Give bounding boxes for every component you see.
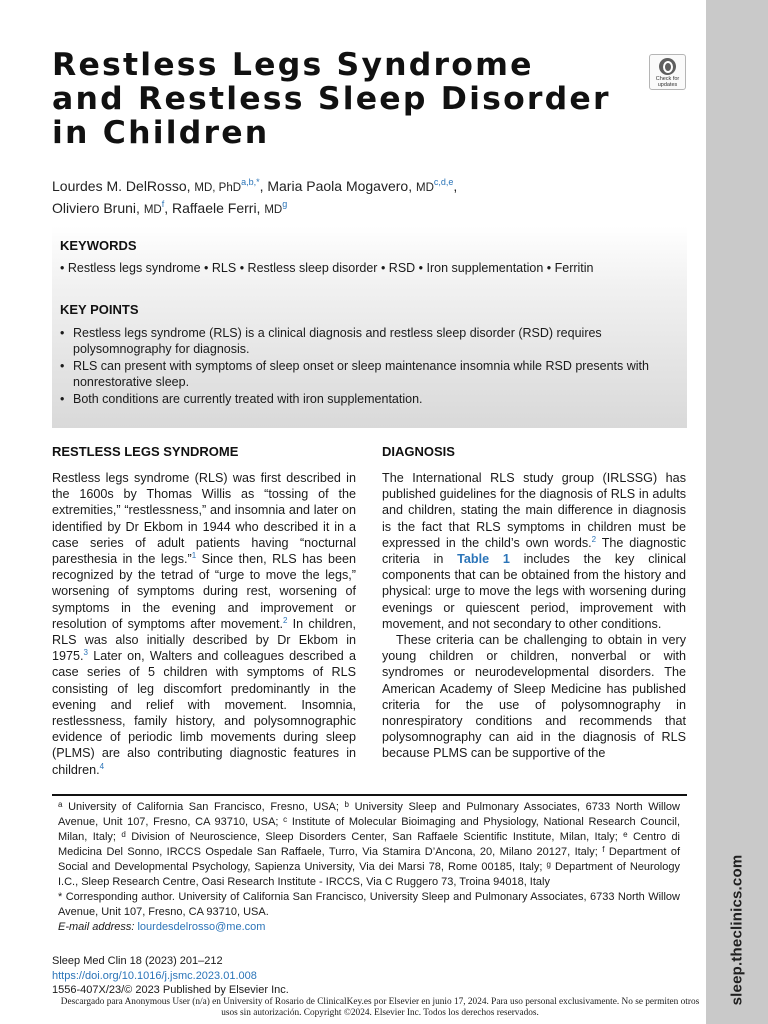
affiliation-text: Centro di Medicina Del Sonno, IRCCS Ospedale San Raffaele, Turro, Via Stamira D’Ancona, 20, Milano 20127, Italy; [58,831,681,858]
author-separator: , [453,178,458,194]
author-name: Raffaele Ferri, [172,200,261,216]
affiliation-mark: b [344,800,349,809]
reference-link[interactable]: 2 [591,534,597,544]
body-paragraph [382,470,686,632]
affiliation-text: Division of Neuroscience, Sleep Disorders Center, San Raffaele Scientific Institute, Milan, Italy; [131,831,618,843]
copyright-line: 1556-407X/23/© 2023 Published by Elsevier Inc. [52,984,289,996]
key-point-item: • Restless legs syndrome (RLS) is a clinical diagnosis and restless sleep disorder (RSD) requires polysomnography for diagnosis. [60,326,672,357]
key-points-list [60,326,672,410]
body-text: The International RLS study group (IRLSSG) has published guidelines for the diagnosis of RLS in adults and children, stating the main difference in diagnosis is the fact that RLS symptoms in children must be expressed in the child’s own words. [382,471,686,550]
reference-link[interactable]: 4 [99,761,105,771]
reference-link[interactable]: 1 [191,551,197,561]
citation-block [52,954,289,998]
journal-citation: Sleep Med Clin 18 (2023) 201–212 [52,955,223,967]
affiliation-marks[interactable]: a,b,* [241,177,260,187]
affiliation-text: University Sleep and Pulmonary Associates, 6733 North Willow Avenue, Unit 107, Fresno, CA 93710, USA; [58,801,680,828]
body-text: includes the key clinical components that can be obtained from the history and physical: urge to move the legs with worsening during evenings or quiescent period, improvement with movement, and not secondary to other conditions. [382,552,687,631]
keyword-item: RSD [388,261,416,275]
left-column [52,444,356,778]
keyword-list: • Restless legs syndrome • RLS • Restless sleep disorder • RSD • Iron supplementation • Ferritin [60,261,594,275]
journal-url[interactable]: sleep.theclinics.com [728,854,746,1006]
affiliation-text: Institute of Molecular Bioimaging and Physiology, National Research Council, Milan, Italy; [58,816,681,843]
author-degree: MD [264,204,283,216]
author-name: Oliviero Bruni, [52,200,140,216]
reference-link[interactable]: 2 [282,615,288,625]
crossmark-icon [659,58,676,75]
author-separator: , [259,178,268,194]
keywords-heading: KEYWORDS [60,238,137,253]
body-paragraph [52,470,356,778]
affiliation-mark: d [121,830,126,839]
affiliation-marks[interactable]: f [161,199,165,209]
doi-link[interactable]: https://doi.org/10.1016/j.jsmc.2023.01.008 [52,969,257,982]
body-text: In children, RLS was also initially described by Dr Ekbom in 1975. [52,616,356,664]
keywords-keypoints-box [52,226,687,428]
affiliation-text: University of California San Francisco, Fresno, USA; [68,801,339,813]
key-point-item: • Both conditions are currently treated with iron supplementation. [60,392,672,408]
keyword-item: RLS [211,261,237,275]
table-link[interactable]: Table 1 [457,552,510,567]
keyword-item: Ferritin [554,261,594,275]
email-line [58,920,680,935]
author-list [52,176,672,220]
corresponding-author-note: * Corresponding author. University of California San Francisco, University Sleep and Pulmonary Associates, 6733 North Willow Avenue, Unit 107, Fresno, CA 93710, USA. [58,891,680,918]
keyword-item: Restless sleep disorder [247,261,378,275]
author-name: Maria Paola Mogavero, [267,178,413,194]
author-degree: MD, PhD [194,182,242,194]
key-point-item: • RLS can present with symptoms of sleep onset or sleep maintenance insomnia while RSD presents with nonrestorative sleep. [60,359,672,390]
affiliation-text: Department of Social and Developmental Psychology, Sapienza University, Via dei Marsi 78, Rome 00185, Italy; [58,846,680,873]
email-label: E-mail address: [58,921,135,933]
right-column [382,444,686,762]
body-text: Since then, RLS has been recognized by the tetrad of “urge to move the legs,” worsening of symptoms during rest, worsening of symptoms in the evening and improvement or resolution of symptoms after movement. [52,552,356,631]
author-name: Lourdes M. DelRosso, [52,178,191,194]
affiliation-mark: c [283,815,288,824]
author-degree: MD [143,204,162,216]
check-for-updates-label: Check for updates [655,76,680,88]
author-separator: , [164,200,172,216]
footnote-divider [52,794,687,796]
affiliations-note [58,800,680,890]
keyword-item: Iron supplementation [426,261,544,275]
body-text: Restless legs syndrome (RLS) was first described in the 1600s by Thomas Willis as “tossing of the extremities,” “restlessness,” and insomnia and later on identified by Dr Ekbom in 1944 who described it in a case series of adult patients having “nocturnal paresthesia in the legs.” [52,471,356,567]
author-degree: MD [416,182,434,194]
key-points-heading: KEY POINTS [60,302,139,317]
affiliation-mark: f [602,845,605,854]
section-heading-diagnosis: DIAGNOSIS [382,444,455,459]
affiliation-marks[interactable]: g [282,199,288,209]
email-link[interactable]: lourdesdelrosso@me.com [137,921,266,933]
affiliation-mark: a [58,800,63,809]
body-text: The diagnostic criteria in [382,535,686,567]
download-notice: Descargado para Anonymous User (n/a) en University of Rosario de ClinicalKey.es por Elsevier en junio 17, 2024. Para uso personal exclusivamente. No se permiten otros usos sin autorización. Copyright ©2024. Elsevier Inc. Todos los derechos reservados. [60,997,700,1018]
affiliation-mark: e [623,830,628,839]
affiliation-text: Department of Neurology I.C., Sleep Research Centre, Oasi Research Institute - IRCCS, Via C Ruggero 73, Troina 94018, Italy [58,861,680,888]
article-title: Restless Legs Syndrome and Restless Sleep Disorder in Children [52,47,611,151]
body-paragraph: These criteria can be challenging to obtain in very young children or children, nonverbal or with syndromes or neurodevelopmental disorders. The American Academy of Sleep Medicine has published criteria for the use of polysomnography in nonrespiratory conditions and recommends that polysomnography can aid in the diagnosis of RLS because PLMS can be supportive of the [382,633,686,761]
section-heading-rls: RESTLESS LEGS SYNDROME [52,444,239,459]
affiliation-marks[interactable]: c,d,e [433,177,454,187]
keyword-item: Restless legs syndrome [67,261,201,275]
check-for-updates-button[interactable] [649,54,686,90]
footnotes [58,800,680,935]
affiliation-mark: g [546,860,551,869]
body-text: Later on, Walters and colleagues described a case series of 5 children with symptoms of RLS consisting of leg discomfort predominantly in the evening and relief with movement. Insomnia, restlessness, family history, and polysomnographic evidence of periodic limb movements during sleep (PLMS) are also contributing diagnostic features in children. [52,649,356,777]
reference-link[interactable]: 3 [83,648,88,658]
